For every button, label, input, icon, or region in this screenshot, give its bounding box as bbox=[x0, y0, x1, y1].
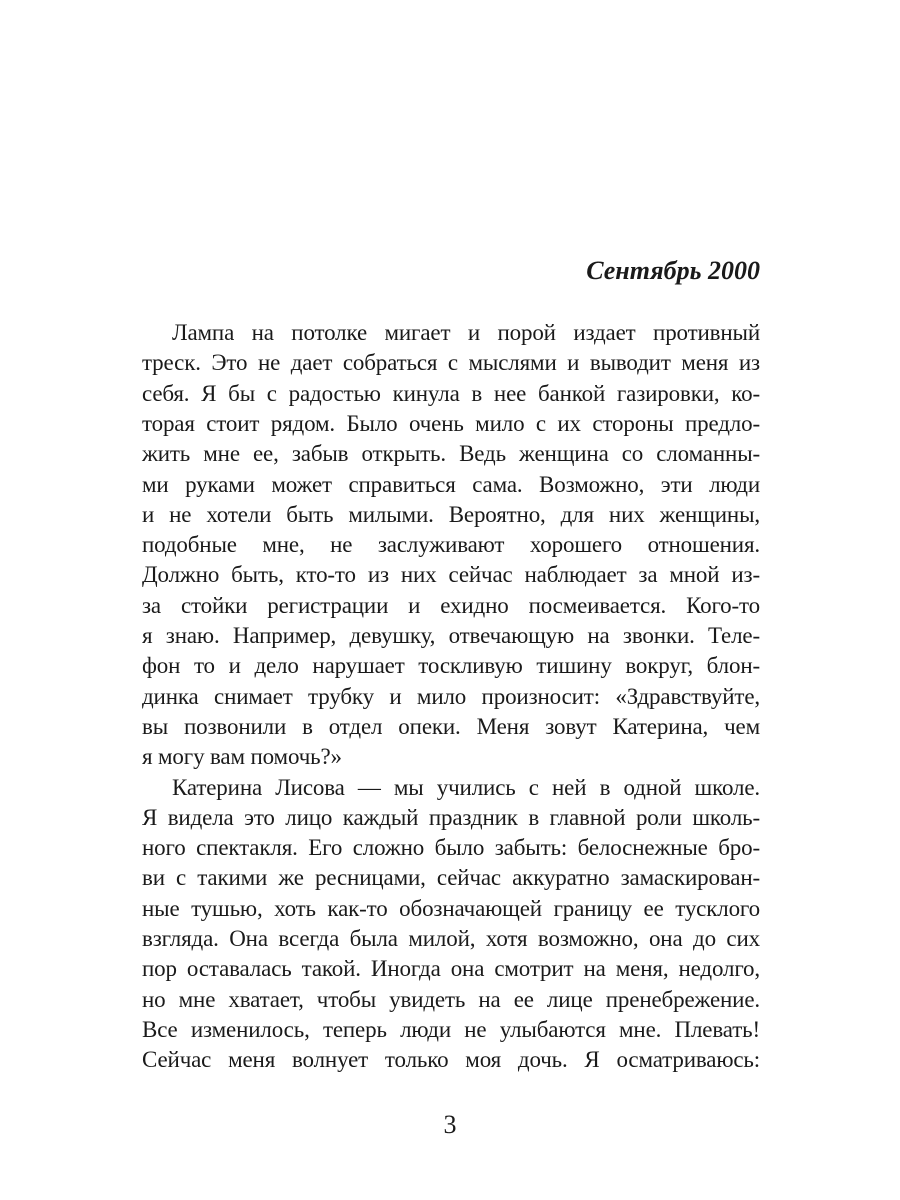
page-number: 3 bbox=[443, 1110, 457, 1139]
text-line: Лампа на потолке мигает и порой издает противный bbox=[172, 320, 760, 345]
text-line: я могу вам помочь?» bbox=[142, 744, 342, 770]
text-line: Сейчас меня волнует только моя дочь. Я осматриваюсь: bbox=[142, 1047, 760, 1073]
text-line: Я видела это лицо каждый праздник в главной роли школь- bbox=[142, 804, 760, 830]
text-line: и не хотели быть милыми. Вероятно, для них женщины, bbox=[142, 501, 760, 527]
text-line: динка снимает трубку и мило произносит: «Здравствуйте, bbox=[142, 683, 760, 709]
text-line: Должно быть, кто-то из них сейчас наблюдает за мной из- bbox=[142, 562, 760, 588]
text-line: Все изменилось, теперь люди не улыбаются мне. Плевать! bbox=[142, 1016, 760, 1042]
text-line: ми руками может справиться сама. Возможно, эти люди bbox=[142, 471, 760, 497]
text-line: за стойки регистрации и ехидно посмеивается. Кого-то bbox=[142, 592, 760, 618]
text-line: пор оставалась такой. Иногда она смотрит на меня, недолго, bbox=[142, 956, 760, 982]
text-line: ные тушью, хоть как-то обозначающей границу ее тусклого bbox=[142, 895, 760, 921]
text-line: треск. Это не дает собраться с мыслями и выводит меня из bbox=[142, 350, 760, 376]
chapter-date-heading: Сентябрь 2000 bbox=[586, 256, 760, 285]
text-line: себя. Я бы с радостью кинула в нее банкой газировки, ко- bbox=[142, 380, 760, 406]
text-line: торая стоит рядом. Было очень мило с их стороны предло- bbox=[142, 410, 760, 436]
text-line: Катерина Лисова — мы учились с ней в одной школе. bbox=[172, 774, 760, 800]
text-line: ви с такими же ресницами, сейчас аккуратно замаскирован- bbox=[142, 865, 760, 891]
text-line: но мне хватает, чтобы увидеть на ее лице пренебрежение. bbox=[142, 986, 760, 1012]
text-line: я знаю. Например, девушку, отвечающую на звонки. Теле- bbox=[142, 623, 760, 648]
text-line: подобные мне, не заслуживают хорошего отношения. bbox=[142, 532, 760, 558]
text-line: фон то и дело нарушает тоскливую тишину вокруг, блон- bbox=[142, 653, 760, 679]
text-line: вы позвонили в отдел опеки. Меня зовут Катерина, чем bbox=[142, 713, 760, 739]
text-line: ного спектакля. Его сложно было забыть: белоснежные бро- bbox=[142, 835, 760, 861]
text-line: взгляда. Она всегда была милой, хотя возможно, она до сих bbox=[142, 926, 760, 951]
text-line: жить мне ее, забыв открыть. Ведь женщина со сломанны- bbox=[142, 441, 760, 467]
